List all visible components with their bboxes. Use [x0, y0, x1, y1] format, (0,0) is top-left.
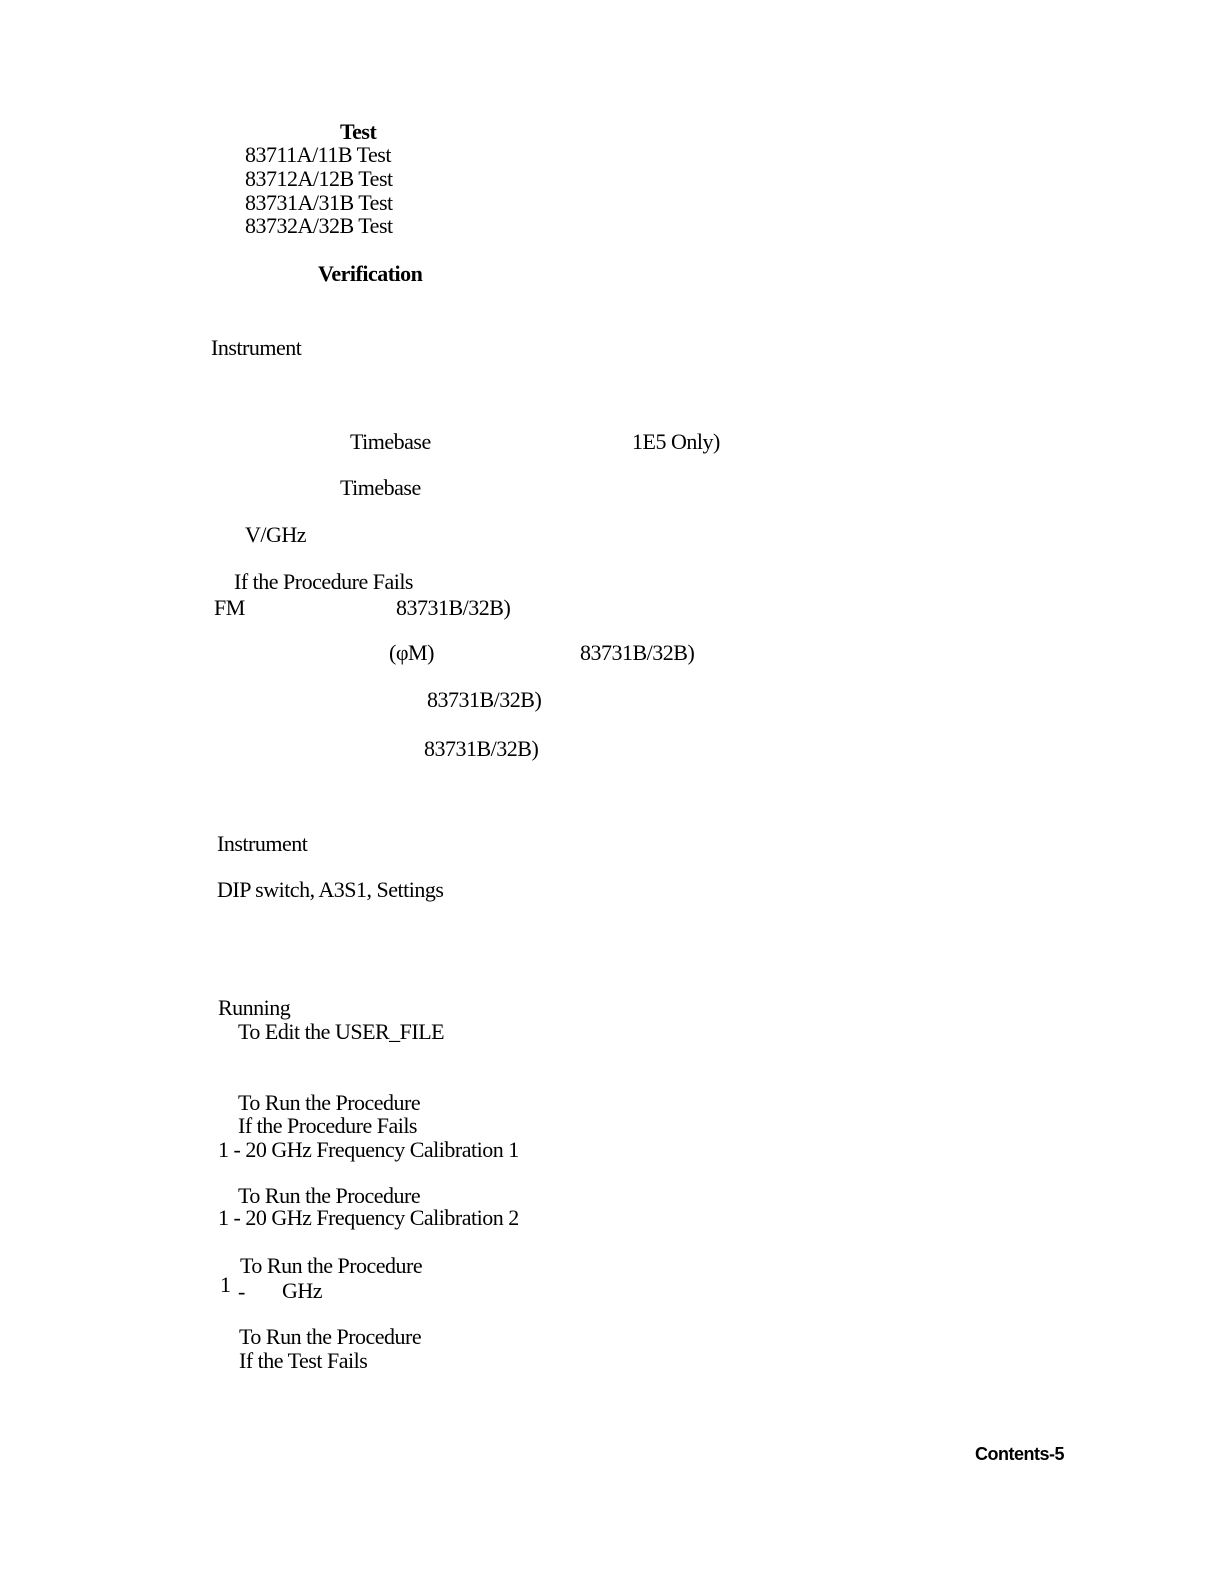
toc-entry: Running	[218, 995, 291, 1020]
page-footer: Contents-5	[975, 1444, 1064, 1464]
toc-entry: Instrument	[217, 831, 308, 856]
heading-verification: Verification	[318, 261, 423, 286]
toc-entry: FM	[214, 595, 245, 620]
toc-entry: 83731B/32B)	[580, 640, 695, 665]
toc-entry: 83731B/32B)	[427, 687, 542, 712]
toc-entry: If the Procedure Fails	[234, 569, 413, 594]
toc-entry: Instrument	[211, 335, 302, 360]
toc-entry: 1 - 20 GHz Frequency Calibration 2	[218, 1205, 519, 1230]
toc-entry: 83732A/32B Test	[245, 213, 393, 238]
toc-entry: DIP switch, A3S1, Settings	[217, 877, 444, 902]
toc-entry: 1	[220, 1272, 231, 1297]
toc-entry: 83711A/11B Test	[245, 142, 391, 167]
toc-entry: If the Test Fails	[239, 1348, 368, 1373]
toc-entry: To Run the Procedure	[238, 1090, 421, 1115]
toc-entry: If the Procedure Fails	[238, 1113, 417, 1138]
heading-test: Test	[340, 119, 377, 144]
toc-entry: 83712A/12B Test	[245, 166, 393, 191]
toc-entry: 83731B/32B)	[396, 595, 511, 620]
toc-entry: 1 - 20 GHz Frequency Calibration 1	[218, 1137, 519, 1162]
toc-entry: -	[238, 1279, 245, 1304]
toc-entry: To Run the Procedure	[239, 1324, 422, 1349]
toc-entry: GHz	[282, 1278, 323, 1303]
toc-entry: To Run the Procedure	[238, 1183, 421, 1208]
toc-entry: (φM)	[389, 640, 434, 665]
toc-entry: 83731A/31B Test	[245, 190, 393, 215]
toc-entry: 1E5 Only)	[632, 429, 720, 454]
toc-entry: Timebase	[340, 475, 421, 500]
toc-entry: V/GHz	[245, 522, 307, 547]
toc-entry: 83731B/32B)	[424, 736, 539, 761]
toc-entry: To Run the Procedure	[240, 1253, 423, 1278]
toc-entry: To Edit the USER_FILE	[238, 1019, 445, 1044]
toc-entry: Timebase	[350, 429, 431, 454]
